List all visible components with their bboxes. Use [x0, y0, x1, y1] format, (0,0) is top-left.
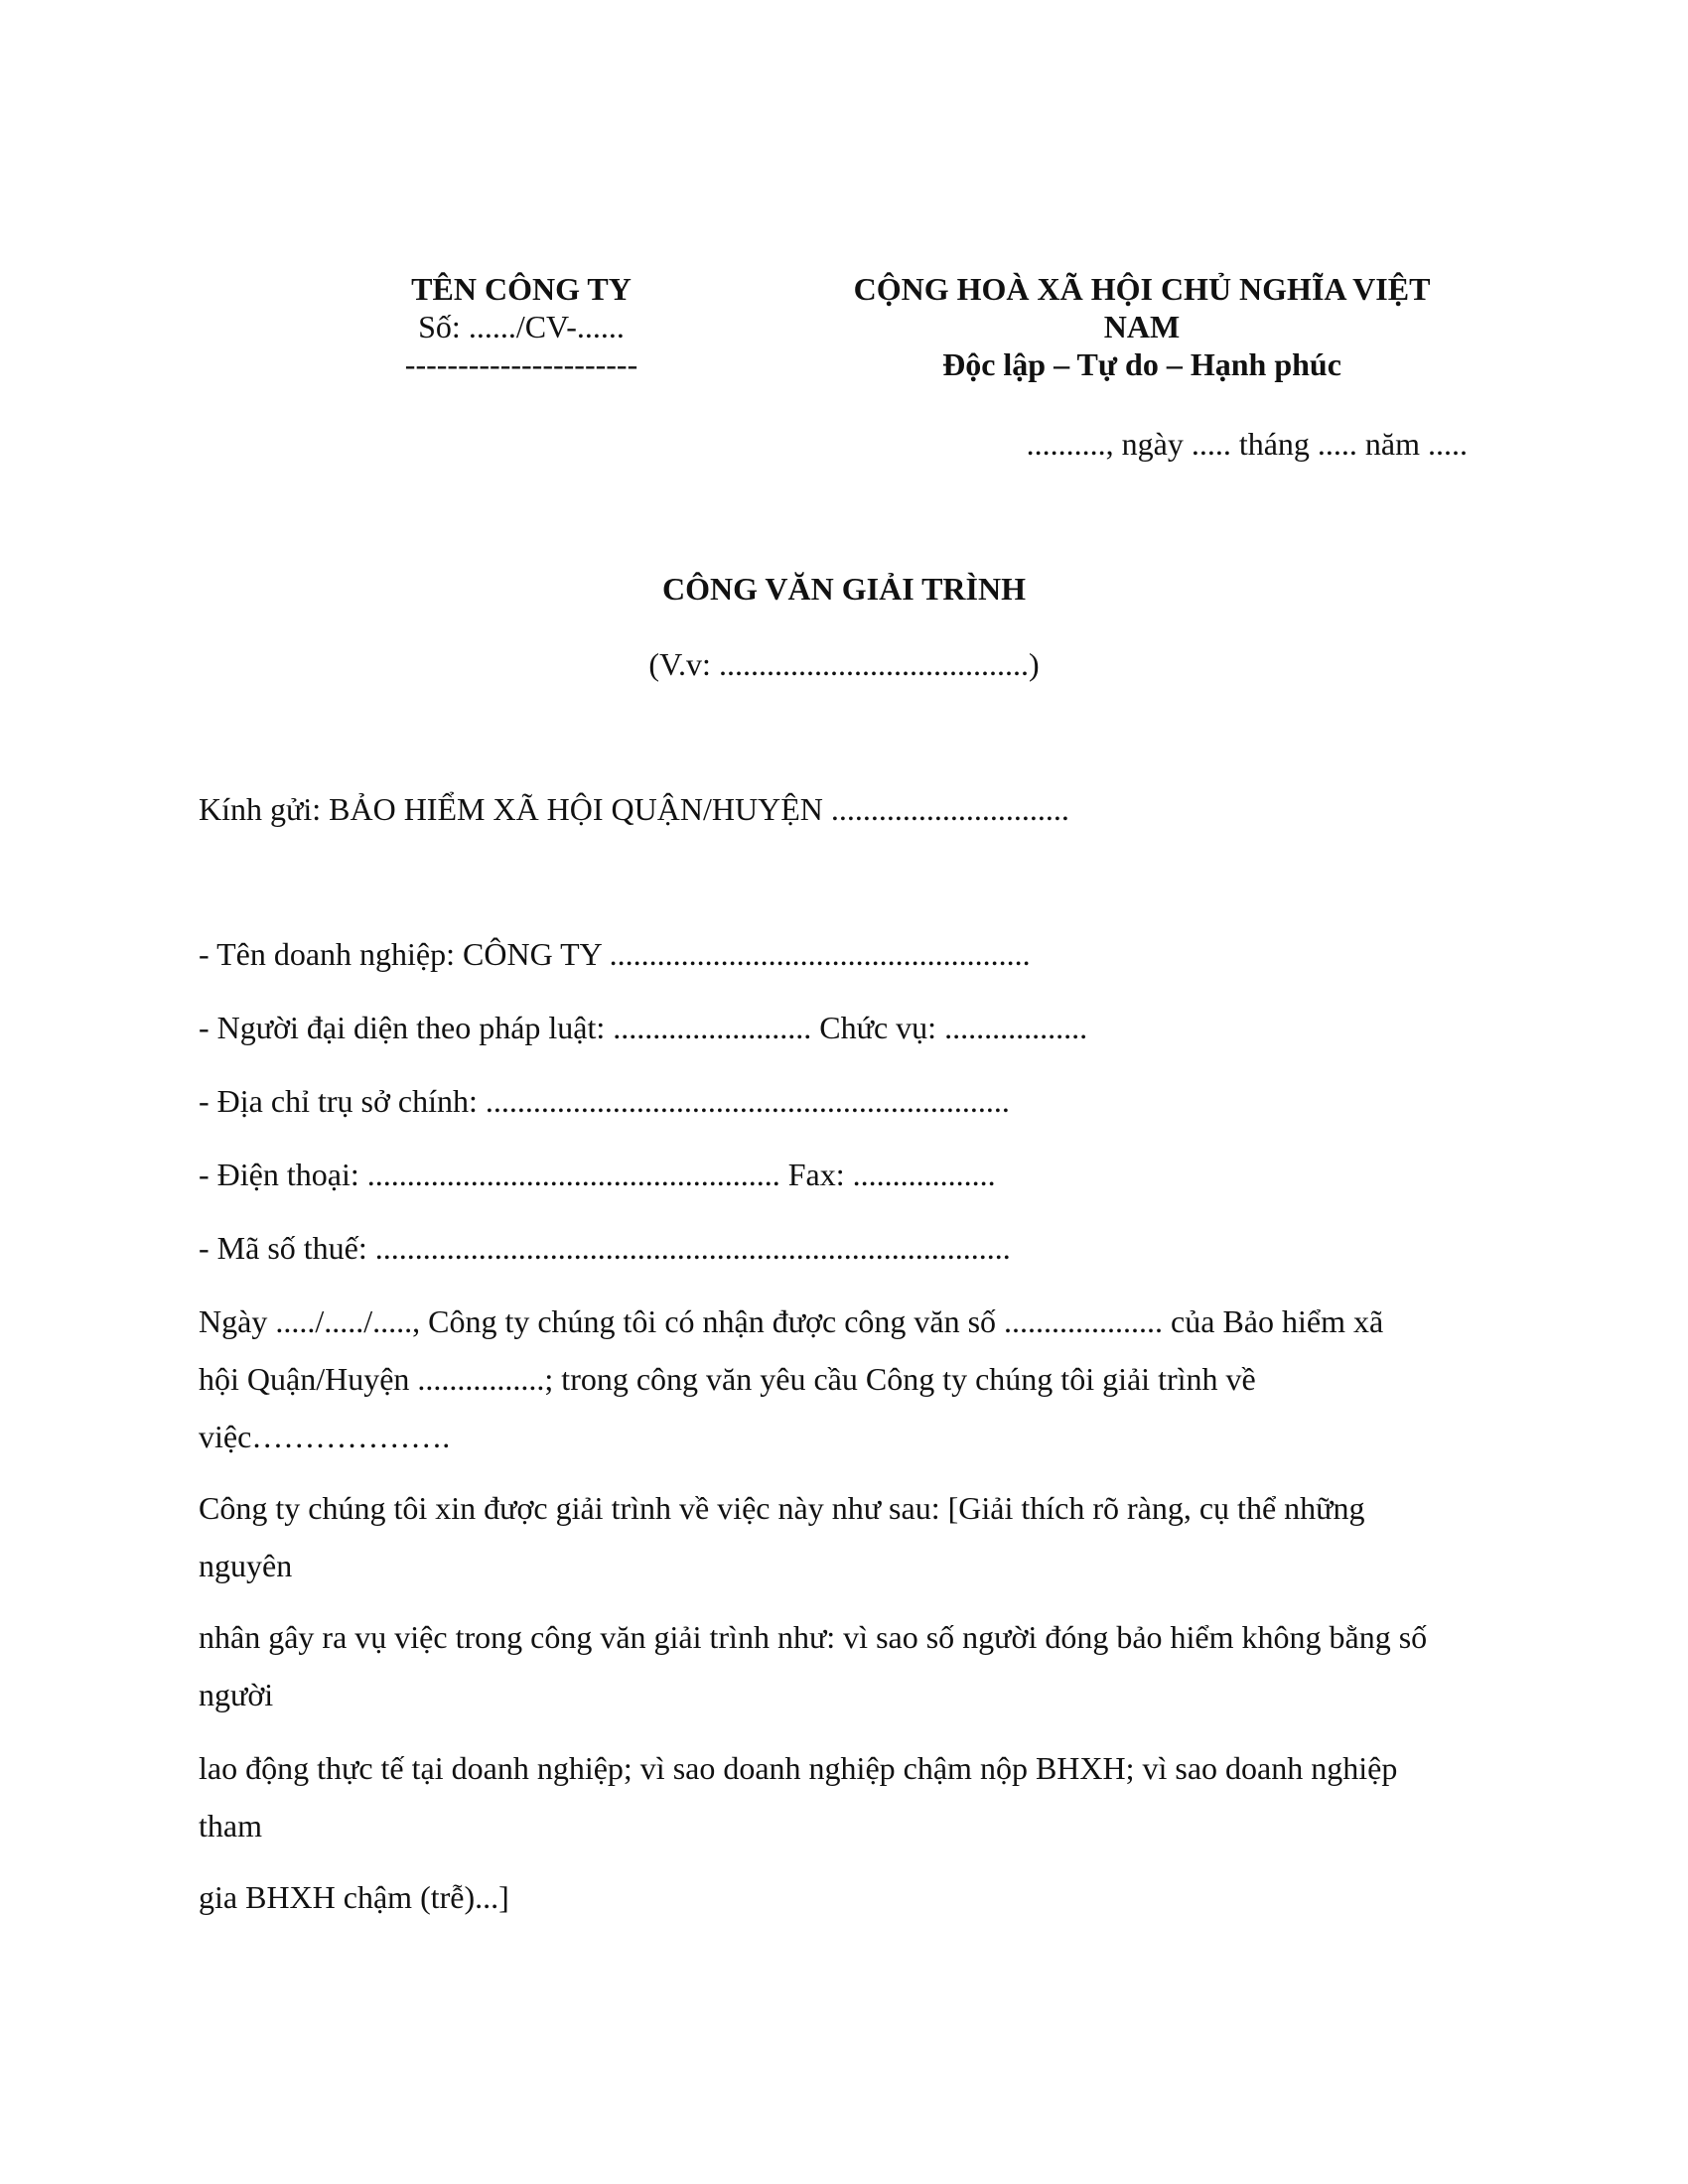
company-name: TÊN CÔNG TY	[411, 271, 632, 307]
field-legal-representative: - Người đại diện theo pháp luật: ......................... Chức vụ: ..................	[199, 1010, 1088, 1045]
paragraph2-line: lao động thực tế tại doanh nghiệp; vì sao doanh nghiệp chậm nộp BHXH; vì sao doanh nghiệp	[199, 1750, 1398, 1786]
recipient-line: Kính gửi: BẢO HIỂM XÃ HỘI QUẬN/HUYỆN ..............................	[199, 791, 1069, 827]
document-title: CÔNG VĂN GIẢI TRÌNH	[662, 571, 1026, 607]
paragraph2-line: tham	[199, 1808, 262, 1843]
field-head-office-address: - Địa chỉ trụ sở chính: ..................................................................	[199, 1083, 1010, 1119]
paragraph2-line: nhân gây ra vụ việc trong công văn giải trình như: vì sao số người đóng bảo hiểm không bằng số	[199, 1619, 1428, 1655]
paragraph2-line: gia BHXH chậm (trễ)...]	[199, 1879, 509, 1915]
paragraph1-line: hội Quận/Huyện ................; trong công văn yêu cầu Công ty chúng tôi giải trình về	[199, 1361, 1256, 1397]
header-rule: ----------------------	[404, 346, 638, 382]
field-phone-fax: - Điện thoại: .................................................... Fax: ..................	[199, 1157, 996, 1192]
national-header	[824, 270, 1460, 383]
paragraph2-line: Công ty chúng tôi xin được giải trình về việc này như sau: [Giải thích rõ ràng, cụ thể những	[199, 1490, 1365, 1526]
document-number: Số: ....../CV-......	[418, 309, 625, 344]
field-company-name: - Tên doanh nghiệp: CÔNG TY .....................................................	[199, 936, 1031, 972]
paragraph1-line: Ngày ...../...../....., Công ty chúng tôi có nhận được công văn số .................... của Bảo hiểm xã	[199, 1303, 1384, 1339]
nation-title-line1: CỘNG HOÀ XÃ HỘI CHỦ NGHĨA VIỆT	[853, 271, 1431, 307]
national-motto: Độc lập – Tự do – Hạnh phúc	[942, 346, 1341, 382]
field-tax-code: - Mã số thuế: ................................................................................	[199, 1230, 1011, 1266]
paragraph1-line: việc……………….	[199, 1419, 451, 1454]
nation-title-line2: NAM	[1103, 309, 1181, 344]
paragraph2-line: nguyên	[199, 1548, 293, 1583]
paragraph2-line: người	[199, 1677, 274, 1712]
document-subject: (V.v: .......................................)	[648, 646, 1040, 682]
company-header	[318, 270, 725, 383]
date-line: .........., ngày ..... tháng ..... năm .....	[1026, 426, 1468, 462]
